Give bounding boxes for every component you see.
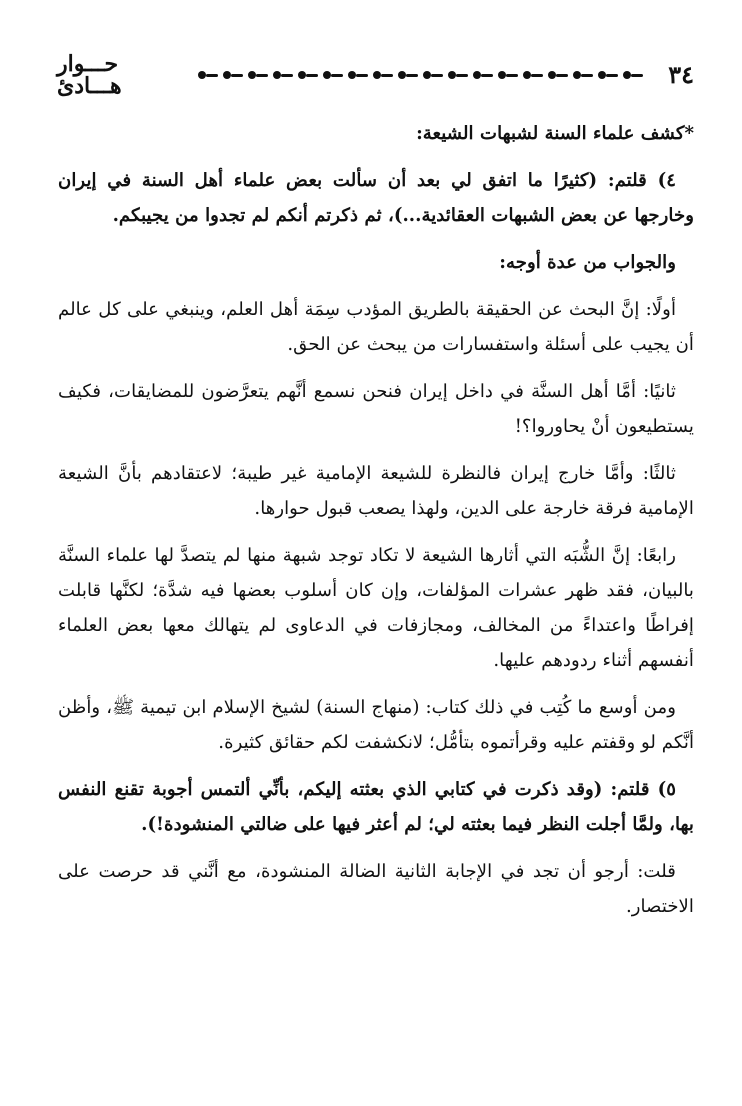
ornament-icon — [572, 69, 594, 81]
paragraph-book-reference: ومن أوسع ما كُتِب في ذلك كتاب: (منهاج السنة) لشيخ الإسلام ابن تيمية ﷺ، وأظن أنَّكم لو وقفتم عليه وقرأتموه بتأمُّل؛ لانكشفت لكم حقائق كثيرة. — [58, 697, 694, 753]
ornament-icon — [597, 69, 619, 81]
paragraph-claim-5: ٥) قلتم: (وقد ذكرت في كتابي الذي بعثته إليكم، بأنِّي ألتمس أجوبة تقنع النفس بها، ولمَّا أجلت النظر فيما بعثته لي؛ لم أعثر فيها على ضالتي المنشودة!). — [58, 779, 694, 835]
ornament-icon — [472, 69, 494, 81]
ornament-icon — [247, 69, 269, 81]
ornament-icon — [297, 69, 319, 81]
ornament-icon — [222, 69, 244, 81]
ornament-icon — [197, 69, 219, 81]
ornament-icon — [372, 69, 394, 81]
ornament-icon — [322, 69, 344, 81]
paragraph-second-point: ثانيًا: أمَّا أهل السنَّة في داخل إيران فنحن نسمع أنَّهم يتعرَّضون للمضايقات، فكيف يستطيعون أنْ يحاوروا؟! — [58, 381, 694, 437]
ornament-icon — [347, 69, 369, 81]
paragraph-third-point: ثالثًا: وأمَّا خارج إيران فالنظرة للشيعة الإمامية غير طيبة؛ لاعتقادهم بأنَّ الشيعة الإمامية فرقة خارجة على الدين، ولهذا يصعب قبول حوارها. — [58, 463, 694, 519]
paragraph-reply-intro: والجواب من عدة أوجه: — [499, 252, 676, 273]
page-content — [58, 116, 694, 924]
page-number: ٣٤ — [668, 60, 694, 89]
page-header — [57, 51, 694, 99]
paragraph-claim-4: ٤) قلتم: (كثيرًا ما اتفق لي بعد أن سألت بعض علماء أهل السنة في إيران وخارجها عن بعض الشبهات العقائدية...)، ثم ذكرتم أنكم لم تجدوا من يجيبكم. — [58, 170, 694, 226]
paragraph-fourth-point: رابعًا: إنَّ الشُّبَه التي أثارها الشيعة لا تكاد توجد شبهة منها لم يتصدَّ لها علماء السنَّة بالبيان، فقد ظهر عشرات المؤلفات، وإن كان أسلوب بعضها فيه شدَّة؛ لكنَّها قابلت إفراطًا واعتداءً من المخالف، ومجازفات في الدعاوى لم يتهالك معها بعض العلماء أنفسهم أثناء ردودهم عليها. — [58, 545, 694, 671]
ornament-icon — [622, 69, 644, 81]
ornament-icon — [397, 69, 419, 81]
ornament-icon — [547, 69, 569, 81]
decorative-rule — [197, 65, 644, 85]
ornament-icon — [272, 69, 294, 81]
section-heading: *كشف علماء السنة لشبهات الشيعة: — [416, 123, 694, 144]
ornament-icon — [422, 69, 444, 81]
ornament-icon — [447, 69, 469, 81]
running-title: حـــوار هـــادئ — [57, 51, 122, 99]
paragraph-first-point: أولًا: إنَّ البحث عن الحقيقة بالطريق المؤدب سِمَة أهل العلم، وينبغي على كل عالم أن يجيب على أسئلة واستفسارات من يبحث عن الحق. — [58, 299, 694, 355]
paragraph-closing: قلت: أرجو أن تجد في الإجابة الثانية الضالة المنشودة، مع أنَّني قد حرصت على الاختصار. — [58, 861, 694, 917]
ornament-icon — [522, 69, 544, 81]
ornament-icon — [497, 69, 519, 81]
